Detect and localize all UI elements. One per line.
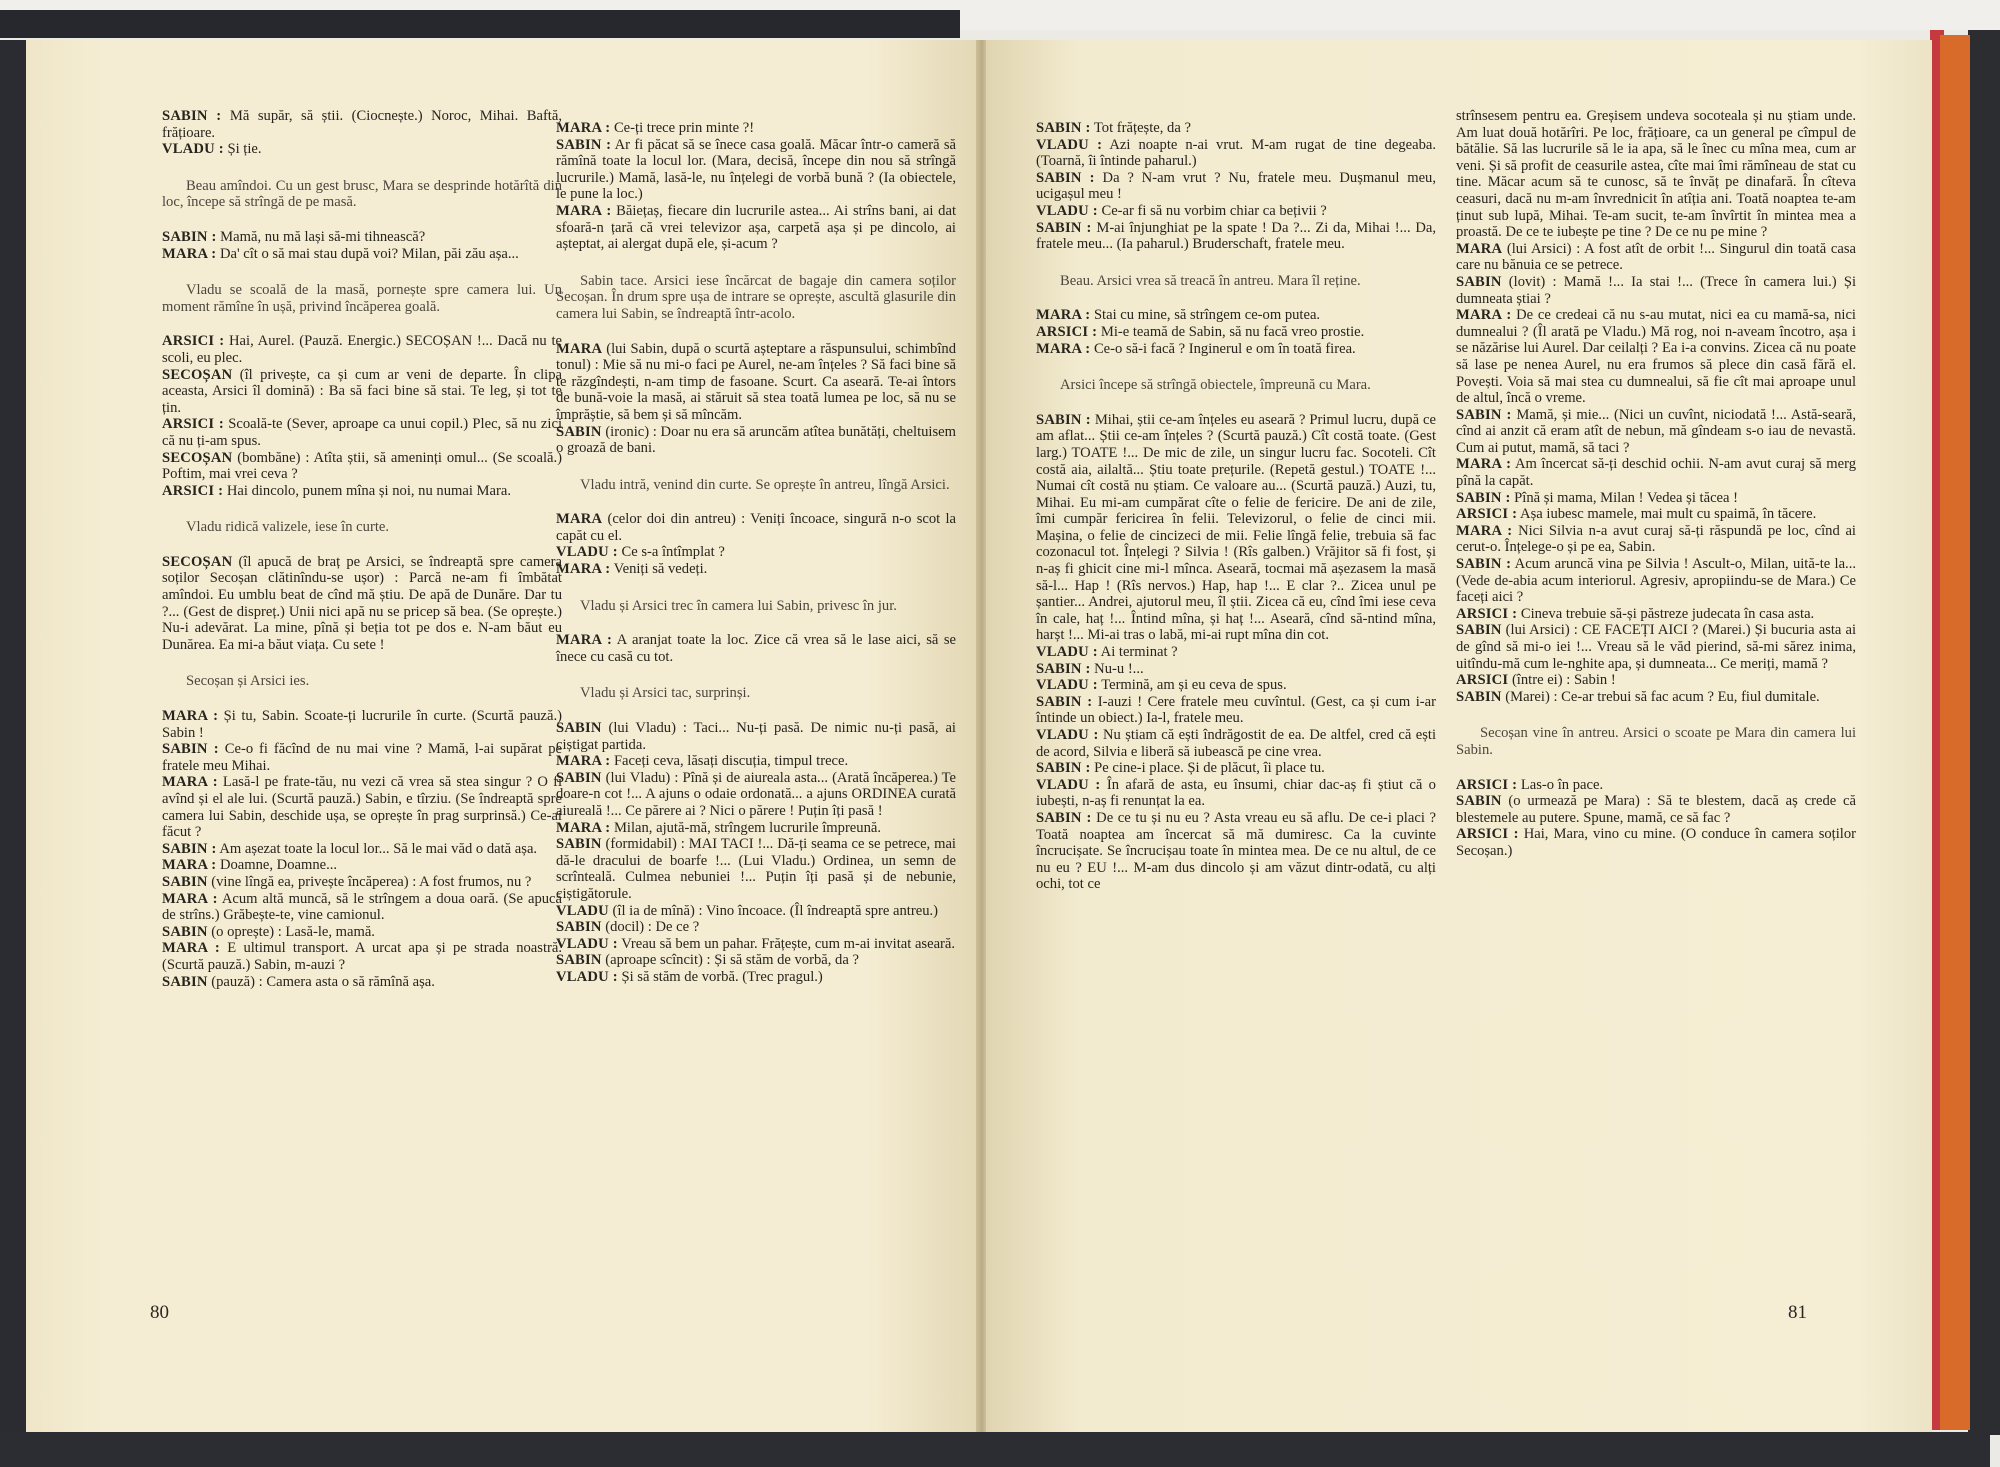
speaker-name: SABIN : <box>1036 660 1091 677</box>
speaker-name: MARA : <box>162 940 220 957</box>
dialogue-line <box>162 416 562 449</box>
dialogue-line <box>1456 456 1856 489</box>
speaker-name: MARA : <box>1456 456 1512 473</box>
dialogue-text: Nu-u !... <box>1090 660 1144 677</box>
speaker-name: SABIN <box>1456 622 1502 639</box>
dialogue-line <box>1456 407 1856 457</box>
speaker-name: MARA <box>1456 240 1503 257</box>
dialogue-line <box>162 483 562 500</box>
dialogue-line <box>162 246 562 263</box>
dialogue-text: Hai, Mara, vino cu mine. (O conduce în camera soților Secoșan.) <box>1456 826 1856 859</box>
dialogue-text: Și să stăm de vorbă. (Trec pragul.) <box>617 968 823 985</box>
dialogue-line <box>162 874 562 891</box>
dialogue-line <box>1036 203 1436 220</box>
dialogue-text: Vreau să bem un pahar. Frățește, cum m-ai invitat aseară. <box>617 935 956 952</box>
speaker-name: VLADU : <box>1036 776 1101 793</box>
dialogue-text: Stai cu mine, să strîngem ce-om putea. <box>1090 307 1321 324</box>
speaker-name: ARSICI <box>1456 672 1509 689</box>
speaker-name: SABIN <box>162 923 208 940</box>
dialogue-text: (lui Vladu) : Pînă și de aiureala asta... (Arată încăperea.) Te doare-n cot !... A ajuns o odaie ordonată... a ajuns ORDINEA curată aiureală !... Ce părere ai ? Nici o părere ! Puțin îți pasă ! <box>556 769 956 819</box>
dialogue-text: (lui Arsici) : CE FACEȚI AICI ? (Marei.) Și bucuria asta ai de gînd să mi-o iei !... Vreau să le văd pierind, să-mi sărez inima, uitîndu-mă cum le-nghite apa, și dumneata... Ce meriți, mamă ? <box>1456 622 1856 672</box>
dialogue-line <box>1036 777 1436 810</box>
dialogue-text: Da' cît o să mai stau după voi? Milan, păi zău așa... <box>216 245 519 262</box>
dialogue-text: strînsesem pentru ea. Greșisem undeva socoteala și nu știam unde. Am luat două hotărîri. Pe loc, frățioare, ca un general pe cîmpul de bătălie. Să las lucrurile să le ia apa, să le înec cu mîna mea, cum ar veni. Și să profit de ceasurile astea, cîte mai îmi rămîneau de stat cu tine. Măcar acum să te cunosc, să te învăț pe dinafară. În cîteva ceasuri, dacă nu m-am învrednicit în atîția ani. Toată noaptea te-am ținut sub lupă, Mihai. Te-am sucit, te-am învîrtit în mintea mea a proastă. De ce te iubește pe tine ? De ce nu pe mine ? <box>1456 108 1856 241</box>
speaker-name: SABIN : <box>1036 693 1093 710</box>
speaker-name: MARA : <box>556 753 611 770</box>
speaker-name: MARA : <box>162 857 217 874</box>
book-cover-edge <box>0 10 960 38</box>
dialogue-text: Hai, Aurel. (Pauză. Energic.) SECOȘAN !... Dacă nu te scoli, eu plec. <box>162 333 562 366</box>
dialogue-line <box>1456 777 1856 794</box>
dialogue-text: Da ? N-am vrut ? Nu, fratele meu. Dușmanul meu, ucigașul meu ! <box>1036 169 1436 203</box>
dialogue-text: Ce-ar fi să nu vorbim chiar ca bețivii ? <box>1097 202 1327 219</box>
left-page <box>26 40 982 1432</box>
dialogue-line <box>1036 220 1436 253</box>
dialogue-text: În afară de asta, eu însumi, chiar dac-aș fi știut că o iubești, n-aș fi renunțat la ea. <box>1036 776 1436 810</box>
speaker-name: SECOȘAN <box>162 449 233 466</box>
dialogue-text: Doamne, Doamne... <box>216 857 338 874</box>
dialogue-text: (îl apucă de braț pe Arsici, se îndreaptă spre camera soților Secoșan clătinîndu-se ușor) : Parcă ne-am fi îmbătat amîndoi. Eu umblu beat de cînd mă știu. De apă de Dunăre. Dar tu ?... (Gest de dispreț.) Unii nici apă nu se pricep să bea. (Se oprește.) Nu-i adevărat. La mine, pînă și beția tot pe dos e. N-am băut eu Dunărea. Ea mi-a băut viața. Cu sete ! <box>162 553 562 653</box>
dialogue-line <box>1036 120 1436 137</box>
dialogue-text: Ce-o fi făcînd de nu mai vine ? Mamă, l-ai supărat pe fratele meu Mihai. <box>162 741 562 774</box>
dialogue-line <box>162 229 562 246</box>
dialogue-line <box>162 741 562 774</box>
speaker-name: SABIN : <box>1036 219 1092 236</box>
page-number-left: 80 <box>150 1302 169 1323</box>
dialogue-text: Termină, am și eu ceva de spus. <box>1097 677 1287 694</box>
stage-direction: Arsici începe să strîngă obiectele, împreună cu Mara. <box>1060 377 1371 394</box>
dialogue-line <box>1036 137 1436 170</box>
left-page-column-1 <box>162 108 562 990</box>
dialogue-text: (ironic) : Doar nu era să aruncăm atîtea bunătăți, cheltuisem o groază de bani. <box>556 423 956 457</box>
speaker-name: SABIN <box>1456 273 1502 290</box>
speaker-name: MARA : <box>556 561 611 578</box>
dialogue-line <box>556 836 956 902</box>
speaker-name: SABIN <box>1456 793 1502 810</box>
speaker-name: MARA : <box>556 632 613 649</box>
speaker-name: ARSICI : <box>1456 506 1518 523</box>
dialogue-line <box>1456 793 1856 826</box>
dialogue-line <box>1456 274 1856 307</box>
speaker-name: ARSICI : <box>162 333 225 350</box>
dialogue-line <box>162 841 562 858</box>
dialogue-line <box>556 203 956 253</box>
dialogue-line <box>556 969 956 986</box>
dialogue-text: Las-o în pace. <box>1517 776 1604 793</box>
dialogue-line <box>1456 622 1856 672</box>
speaker-name: SABIN <box>556 836 602 853</box>
speaker-name: MARA <box>556 340 603 357</box>
speaker-name: MARA : <box>1456 307 1512 324</box>
dialogue-text: Azi noapte n-ai vrut. M-am rugat de tine degeaba. (Toarnă, îi întinde paharul.) <box>1036 136 1436 170</box>
dialogue-line <box>1456 672 1856 689</box>
speaker-name: SABIN <box>556 769 602 786</box>
dialogue-line <box>556 903 956 920</box>
speaker-name: VLADU : <box>1036 202 1098 219</box>
dialogue-text: Faceți ceva, lăsați discuția, timpul trece. <box>610 753 849 770</box>
speaker-name: ARSICI : <box>1456 776 1518 793</box>
dialogue-line <box>1036 644 1436 661</box>
dialogue-line <box>162 333 562 366</box>
speaker-name: VLADU : <box>1036 677 1098 694</box>
dialogue-text: Mi-e teamă de Sabin, să nu facă vreo prostie. <box>1097 323 1365 340</box>
left-page-column-2 <box>556 120 956 986</box>
dialogue-text: (vine lîngă ea, privește încăperea) : A fost frumos, nu ? <box>207 873 532 890</box>
book-cover-bottom <box>0 1432 1990 1467</box>
speaker-name: SABIN : <box>162 228 217 245</box>
dialogue-text: Ar fi păcat să se înece casa goală. Măcar într-o cameră să rămînă toate la locul lor. (Mara, decisă, începe din nou să strîngă lucrurile.) Mamă, lasă-le, nu înțelegi de vorbă bună ? (Ia obiectele, le pune la loc.) <box>556 136 956 203</box>
page-edge-orange <box>1940 35 1970 1430</box>
dialogue-line <box>1456 606 1856 623</box>
dialogue-text: (o oprește) : Lasă-le, mamă. <box>207 923 375 940</box>
dialogue-text: (o urmează pe Mara) : Să te blestem, dacă aș crede că blestemele au putere. Spune, mamă, ce să fac ? <box>1456 793 1856 826</box>
dialogue-text: Băiețaș, fiecare din lucrurile astea... Ai strîns bani, ai dat sfoară-n țară că vrei televizor așa, carpetă așa și pe dincolo, ai așteptat, ai alergat după ele, și-acum ? <box>556 202 956 253</box>
speaker-name: SABIN : <box>162 108 222 124</box>
dialogue-line <box>556 561 956 578</box>
speaker-name: SABIN : <box>1036 760 1091 777</box>
dialogue-line <box>556 137 956 203</box>
page-number-right: 81 <box>1788 1302 1807 1323</box>
dialogue-line <box>162 891 562 924</box>
speaker-name: ARSICI : <box>162 482 224 499</box>
speaker-name: SABIN : <box>1036 809 1092 826</box>
stage-direction: Vladu și Arsici tac, surprinși. <box>580 685 751 702</box>
book-cover-right-edge <box>1968 30 2000 1435</box>
speaker-name: SABIN <box>162 873 208 890</box>
dialogue-text: De ce tu și nu eu ? Asta vreau eu să aflu. De ce-i placi ? Toată noaptea am încercat să mă dumiresc. Ca la cuvinte încrucișate. Se încrucișau toate în mintea mea. De ce nu altul, de ce nu eu ? EU !... M-am dus dincolo și am văzut dintr-odată, cu alți ochi, tot ce <box>1036 809 1436 893</box>
speaker-name: ARSICI : <box>1036 323 1098 340</box>
dialogue-line <box>556 120 956 137</box>
speaker-name: MARA : <box>1036 340 1091 357</box>
dialogue-text: Veniți să vedeți. <box>610 561 708 578</box>
dialogue-text: Am încercat să-ți deschid ochii. N-am avut curaj să merg pînă la capăt. <box>1456 456 1857 490</box>
dialogue-text: (celor doi din antreu) : Veniți încoace, singură n-o scot la capăt cu el. <box>556 511 956 544</box>
dialogue-line <box>162 708 562 741</box>
stage-direction: Vladu și Arsici trec în camera lui Sabin, privesc în jur. <box>580 597 897 614</box>
dialogue-line <box>1036 412 1436 644</box>
speaker-name: SABIN : <box>1036 411 1091 428</box>
speaker-name: SABIN : <box>1456 556 1512 573</box>
dialogue-text: Ce s-a întîmplat ? <box>617 544 725 561</box>
speaker-name: SECOȘAN <box>162 366 233 383</box>
speaker-name: MARA : <box>162 774 218 791</box>
speaker-name: VLADU : <box>556 935 618 952</box>
dialogue-line <box>556 753 956 770</box>
dialogue-line <box>162 924 562 941</box>
speaker-name: VLADU : <box>556 968 618 985</box>
dialogue-line <box>556 770 956 820</box>
dialogue-text: Tot frățește, da ? <box>1090 120 1191 136</box>
stage-direction: Vladu se scoală de la masă, pornește spre camera lui. Un moment rămîne în ușă, privind încăperea goală. <box>162 282 562 315</box>
dialogue-text: Mamă, nu mă lași să-mi tihnească? <box>216 228 426 245</box>
speaker-name: VLADU : <box>162 141 224 158</box>
dialogue-text: Milan, ajută-mă, strîngem lucrurile împreună. <box>610 819 882 836</box>
dialogue-line <box>1036 661 1436 678</box>
stage-direction: Sabin tace. Arsici iese încărcat de bagaje din camera soților Secoșan. În drum spre ușa de intrare se oprește, ascultă glasurile din camera lui Sabin, se îndreaptă într-acolo. <box>556 272 956 322</box>
dialogue-line <box>1456 689 1856 706</box>
dialogue-text: A aranjat toate la loc. Zice că vrea să le lase aici, să se înece cu casă cu tot. <box>556 632 957 665</box>
speaker-name: MARA : <box>162 890 218 907</box>
speaker-name: SECOȘAN <box>162 553 233 570</box>
dialogue-text: M-ai înjunghiat pe la spate ! Da ?... Zi da, Mihai !... Da, fratele meu... (Ia paharul.) Bruderschaft, fratele meu. <box>1036 219 1436 253</box>
speaker-name: SABIN : <box>556 136 612 153</box>
dialogue-text: Nu știam că ești îndrăgostit de ea. De altfel, cred că ești de acord, Silvia e liberă să iubească pe cine vrea. <box>1036 727 1436 760</box>
book-cover-left-edge <box>0 40 26 1432</box>
speaker-name: ARSICI : <box>1456 605 1518 622</box>
dialogue-text: Pe cine-i place. Și de plăcut, îi place tu. <box>1090 760 1325 777</box>
dialogue-line <box>556 820 956 837</box>
dialogue-text: Acum altă muncă, să le strîngem a doua oară. (Se apucă de strîns.) Grăbește-te, vine camionul. <box>162 890 563 924</box>
dialogue-text: Mihai, știi ce-am înțeles eu aseară ? Primul lucru, după ce am aflat... Știi ce-am înțeles ? (Scurtă pauză.) Cît costă toate. (Gest larg.) TOATE !... De mic de zile, un singur lucru fac. Socoteli. Cît costă aia, ailaltă... Știu toate prețurile. (Repetă gestul.) TOATE !... Numai cît costă nu știam. Ce valoare au... (Scurtă pauză.) Auzi, tu, Mihai. Eu mi-am cumpărat cîte o felie de fericire. De ani de zile, îmi cumpăr fericirea în felii. Televizorul, o felie de cinci mii. Mașina, o felie de cincizeci de mii. Felie lîngă felie, trebuia să fac cozonacul tot. Înțelegi ? Silvia ! (Rîs galben.) Vrăjitor să fi fost, și n-aș fi ghicit cine mi-l mînca. Aseară, tocmai mă așezasem la masă să-l... Hap ! (Rîs nervos.) Hap, hap !... E clar ?.. Zicea unul pe șantier... Andrei, ajutorul meu, îl știi. Zicea că eu, cînd îmi iese ceva în cale, haț !... Întind mîna, și haț !... Aseară, cînd să-ntind mîna, harșt !... Mi-ai tras o labă, mi-ai rupt mîna din cot. <box>1036 411 1436 644</box>
stage-direction: Beau amîndoi. Cu un gest brusc, Mara se desprinde hotărîtă din loc, începe să strîngă de pe masă. <box>162 177 562 211</box>
dialogue-line <box>1456 108 1856 241</box>
speaker-name: SABIN <box>1456 688 1502 705</box>
speaker-name: SABIN : <box>162 741 219 758</box>
stage-direction: Beau. Arsici vrea să treacă în antreu. Mara îl reține. <box>1060 272 1361 289</box>
dialogue-text: (lui Sabin, după o scurtă așteptare a răspunsului, schimbînd tonul) : Mie să nu mi-o faci pe Aurel, ne-am înțeles ? Să faci bine să te răzgîndești, n-am timp de fasoane. Scurt. Ca aseară. Te-ai întors de bună-voie la masă, ai stăruit să stea toată lumea pe loc, să nu se împrăștie, să bem și să mîncăm. <box>556 340 956 423</box>
dialogue-line <box>556 952 956 969</box>
dialogue-line <box>556 424 956 457</box>
speaker-name: MARA : <box>1036 307 1091 324</box>
dialogue-text: Și ție. <box>223 141 262 158</box>
dialogue-text: Ce-o să-i facă ? Inginerul e om în toată firea. <box>1090 340 1356 357</box>
dialogue-text: Lasă-l pe frate-tău, nu vezi că vrea să stea singur ? O fi avînd și el ale lui. (Scurtă pauză.) Sabin, e tîrziu. (Se îndreaptă spre camera lui Sabin, deschide ușa, se oprește în prag surprinsă.) Ce-ai făcut ? <box>162 774 562 841</box>
right-page-column-2 <box>1456 108 1856 860</box>
speaker-name: MARA : <box>162 708 219 725</box>
speaker-name: SABIN <box>162 973 208 990</box>
dialogue-text: Mă supăr, să știi. (Ciocnește.) Noroc, Mihai. Baftă, frățioare. <box>162 108 562 141</box>
dialogue-text: (Marei) : Ce-ar trebui să fac acum ? Eu, fiul dumitale. <box>1501 688 1820 705</box>
dialogue-text: Scoală-te (Sever, aproape ca unui copil.) Plec, să nu zici că nu ți-am spus. <box>162 416 562 449</box>
dialogue-text: (bombăne) : Atîta știi, să ameninți omul... (Se scoală.) Poftim, mai vrei ceva ? <box>162 449 562 483</box>
dialogue-line <box>1036 694 1436 727</box>
dialogue-text: (pauză) : Camera asta o să rămînă așa. <box>207 973 435 990</box>
dialogue-line <box>1456 826 1856 859</box>
dialogue-line <box>1456 523 1856 556</box>
stage-direction: Vladu ridică valizele, iese în curte. <box>186 519 390 536</box>
dialogue-text: Și tu, Sabin. Scoate-ți lucrurile în curte. (Scurtă pauză.) Sabin ! <box>162 708 563 741</box>
dialogue-line <box>1036 324 1436 341</box>
dialogue-text: (lui Vladu) : Taci... Nu-ți pasă. De nimic nu-ți pasă, ai ciștigat partida. <box>556 720 956 753</box>
dialogue-text: Ai terminat ? <box>1097 644 1178 661</box>
dialogue-text: Pînă și mama, Milan ! Vedea și tăcea ! <box>1510 489 1739 506</box>
dialogue-line <box>1036 727 1436 760</box>
dialogue-line <box>1456 241 1856 274</box>
dialogue-text: (între ei) : Sabin ! <box>1508 672 1616 689</box>
dialogue-text: I-auzi ! Cere fratele meu cuvîntul. (Gest, ca și cum i-ar întinde un obiect.) Ia-l, fratele meu. <box>1036 693 1436 727</box>
dialogue-line <box>1036 307 1436 324</box>
speaker-name: MARA : <box>556 120 611 136</box>
speaker-name: SABIN : <box>1036 169 1095 186</box>
speaker-name: SABIN : <box>162 840 217 857</box>
dialogue-line <box>1456 506 1856 523</box>
speaker-name: VLADU <box>556 902 609 919</box>
dialogue-line <box>1036 760 1436 777</box>
dialogue-line <box>162 108 562 141</box>
dialogue-line <box>1456 556 1856 606</box>
speaker-name: SABIN : <box>1456 489 1511 506</box>
dialogue-line <box>556 341 956 424</box>
dialogue-text: Acum aruncă vina pe Silvia ! Ascult-o, Milan, uită-te la... (Vede de-abia acum interiorul. Agresiv, apropiindu-se de Mara.) Ce faceți aici ? <box>1456 556 1856 606</box>
dialogue-line <box>556 936 956 953</box>
dialogue-text: Hai dincolo, punem mîna și noi, nu numai Mara. <box>223 482 511 499</box>
dialogue-text: (docil) : De ce ? <box>601 919 700 936</box>
dialogue-text: Așa iubesc mamele, mai mult cu spaimă, în tăcere. <box>1517 506 1817 523</box>
dialogue-line <box>162 450 562 483</box>
dialogue-text: Cineva trebuie să-și păstreze judecata în casa asta. <box>1517 605 1815 622</box>
dialogue-line <box>1036 170 1436 203</box>
dialogue-line <box>1456 307 1856 407</box>
speaker-name: SABIN : <box>1456 406 1512 423</box>
speaker-name: MARA <box>556 511 603 528</box>
dialogue-text: (lovit) : Mamă !... Ia stai !... (Trece în camera lui.) Și dumneata știai ? <box>1456 273 1856 307</box>
speaker-name: MARA : <box>556 202 612 219</box>
speaker-name: ARSICI : <box>162 416 224 433</box>
dialogue-line <box>1036 810 1436 893</box>
dialogue-line <box>1036 677 1436 694</box>
dialogue-line <box>162 940 562 973</box>
dialogue-line <box>1456 490 1856 507</box>
speaker-name: SABIN <box>556 423 602 440</box>
stage-direction: Vladu intră, venind din curte. Se oprește în antreu, lîngă Arsici. <box>580 476 950 493</box>
stage-direction: Secoșan și Arsici ies. <box>186 673 310 690</box>
speaker-name: VLADU : <box>1036 727 1099 743</box>
dialogue-line <box>162 367 562 417</box>
dialogue-text: Am așezat toate la locul lor... Să le mai văd o dată așa. <box>216 840 538 857</box>
dialogue-text: (lui Arsici) : A fost atît de orbit !... Singurul din toată casa care nu bănuia ce se petrece. <box>1456 240 1856 274</box>
dialogue-line <box>162 974 562 991</box>
dialogue-text: (aproape scîncit) : Și să stăm de vorbă, da ? <box>601 952 859 969</box>
dialogue-line <box>162 554 562 654</box>
right-page <box>986 40 1932 1432</box>
dialogue-line <box>556 632 956 665</box>
dialogue-line <box>556 720 956 753</box>
dialogue-line <box>162 857 562 874</box>
dialogue-text: (formidabil) : MAI TACI !... Dă-ți seama ce se petrece, mai dă-le dracului de boarfe !... (Lui Vladu.) Ordinea, un semn de scrînteală. Culmea nebuniei !... Puțin îți pasă și de nebunie, ciștigătorule. <box>556 836 956 902</box>
speaker-name: MARA : <box>1456 522 1513 539</box>
dialogue-text: (îl privește, ca și cum ar veni de departe. În clipa aceasta, Arsici îl domină) : Ba să faci bine să stai. Te leg, și tot te țin. <box>162 366 562 416</box>
speaker-name: MARA : <box>162 245 217 262</box>
dialogue-line <box>162 141 562 158</box>
dialogue-line <box>556 919 956 936</box>
dialogue-line <box>556 544 956 561</box>
speaker-name: SABIN <box>556 919 602 936</box>
dialogue-text: De ce credeai că nu s-au mutat, nici ea cu mamă-sa, nici dumnealui ? (Îl arată pe Vladu.) Mă rog, noi n-aveam încotro, așa i se năzărise lui Aurel. Dar ceilalți ? Ea i-a convins. Zicea că nu poate să lase pe nenea Aurel, nu era frumos să plece din casă fără el. Povești. Voia să mai stea cu dumnealui, să fie cît mai aproape unul de altul, încă o vreme. <box>1456 307 1856 407</box>
speaker-name: VLADU : <box>1036 644 1098 661</box>
speaker-name: SABIN : <box>1036 120 1091 136</box>
speaker-name: SABIN <box>556 720 602 737</box>
speaker-name: VLADU : <box>1036 136 1103 153</box>
dialogue-text: Ce-ți trece prin minte ?! <box>610 120 755 136</box>
dialogue-text: Mamă, și mie... (Nici un cuvînt, niciodată !... Astă-seară, cînd ai anzit că eram atît de nebun, mă gîndeam s-o iau de nevastă. Cum ai putut, mamă, să taci ? <box>1456 406 1856 456</box>
speaker-name: MARA : <box>556 819 611 836</box>
dialogue-text: (îl ia de mînă) : Vino încoace. (Îl îndreaptă spre antreu.) <box>608 902 938 919</box>
stage-direction: Secoșan vine în antreu. Arsici o scoate pe Mara din camera lui Sabin. <box>1456 725 1856 758</box>
speaker-name: VLADU : <box>556 544 618 561</box>
dialogue-line <box>162 774 562 840</box>
dialogue-line <box>1036 341 1436 358</box>
dialogue-text: Nici Silvia n-a avut curaj să-ți răspundă pe loc, cînd ai cerut-o. Înțelege-o și pe ea, Sabin. <box>1456 522 1856 556</box>
speaker-name: ARSICI : <box>1456 826 1519 843</box>
dialogue-line <box>556 511 956 544</box>
speaker-name: SABIN <box>556 952 602 969</box>
dialogue-text: E ultimul transport. A urcat apa și pe strada noastră. (Scurtă pauză.) Sabin, m-auzi ? <box>162 940 563 973</box>
right-page-column-1 <box>1036 120 1436 893</box>
